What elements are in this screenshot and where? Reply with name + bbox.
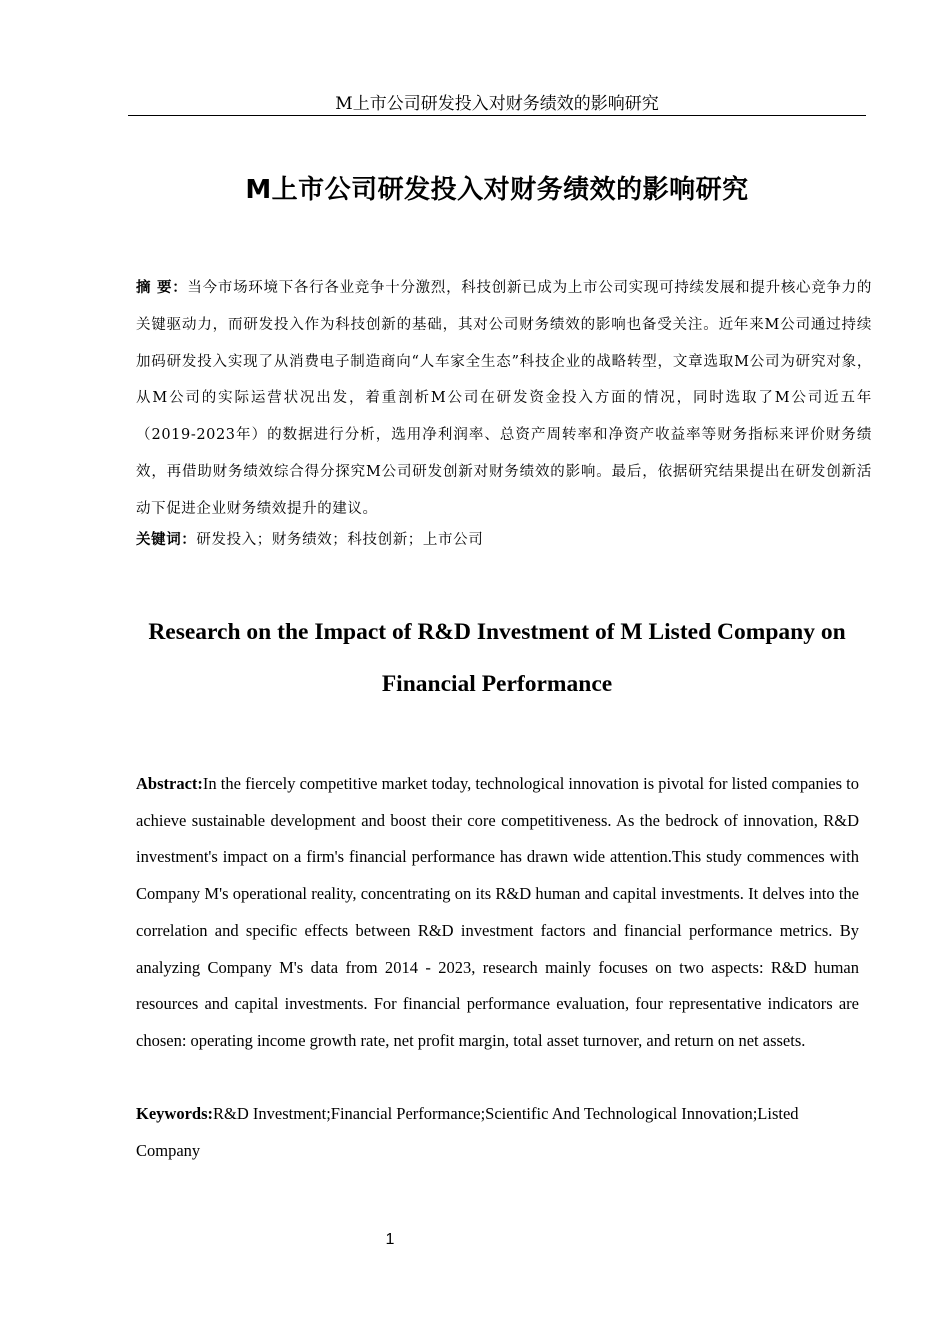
chinese-abstract-text: 当今市场环境下各行各业竞争十分激烈，科技创新已成为上市公司实现可持续发展和提升核心竞争力的关键驱动力，而研发投入作为科技创新的基础，其对公司财务绩效的影响也备受关注。近年来M公司通过持续加码研发投入实现了从消费电子制造商向“人车家全生态”科技企业的战略转型，文章选取M公司为研究对象，从M公司的实际运营状况出发，着重剖析M公司在研发资金投入方面的情况，同时选取了M公司近五年（2019-2023年）的数据进行分析，选用净利润率、总资产周转率和净资产收益率等财务指标来评价财务绩效，再借助财务绩效综合得分探究M公司研发创新对财务绩效的影响。最后，依据研究结果提出在研发创新活动下促进企业财务绩效提升的建议。 [136,280,873,517]
english-keywords [136,1096,826,1169]
chinese-keywords-text: 研发投入；财务绩效；科技创新；上市公司 [196,532,484,548]
chinese-abstract [136,270,872,528]
english-keywords-text: R&D Investment;Financial Performance;Scientific And Technological Innovation;Listed Company [136,1104,799,1160]
header-rule [128,115,866,116]
english-title-line-1: Research on the Impact of R&D Investment of M Listed Company on [148,619,846,645]
page-number: 1 [385,1231,395,1248]
chinese-abstract-label: 摘 要： [136,280,188,296]
english-keywords-label: Keywords: [136,1104,213,1123]
english-title-line-2: Financial Performance [381,671,613,697]
english-title [128,606,866,710]
running-header: M上市公司研发投入对财务绩效的影响研究 [335,94,659,114]
chinese-title: M上市公司研发投入对财务绩效的影响研究 [245,175,749,205]
chinese-keywords [136,527,872,553]
english-abstract-text: In the fiercely competitive market today, technological innovation is pivotal for listed companies to achieve sustainable development and boost their core competitiveness. As the bedrock of innovation, R&D investment's impact on a firm's financial performance has drawn wide attention.This study commences with Company M's operational reality, concentrating on its R&D human and capital investments. It delves into the correlation and specific effects between R&D investment factors and financial performance metrics. By analyzing Company M's data from 2014 - 2023, research mainly focuses on two aspects: R&D human resources and capital investments. For financial performance evaluation, four representative indicators are chosen: operating income growth rate, net profit margin, total asset turnover, and return on net assets. [136,774,859,1050]
chinese-keywords-label: 关键词： [136,532,197,548]
english-abstract-label: Abstract: [136,774,203,793]
english-abstract [136,766,859,1060]
